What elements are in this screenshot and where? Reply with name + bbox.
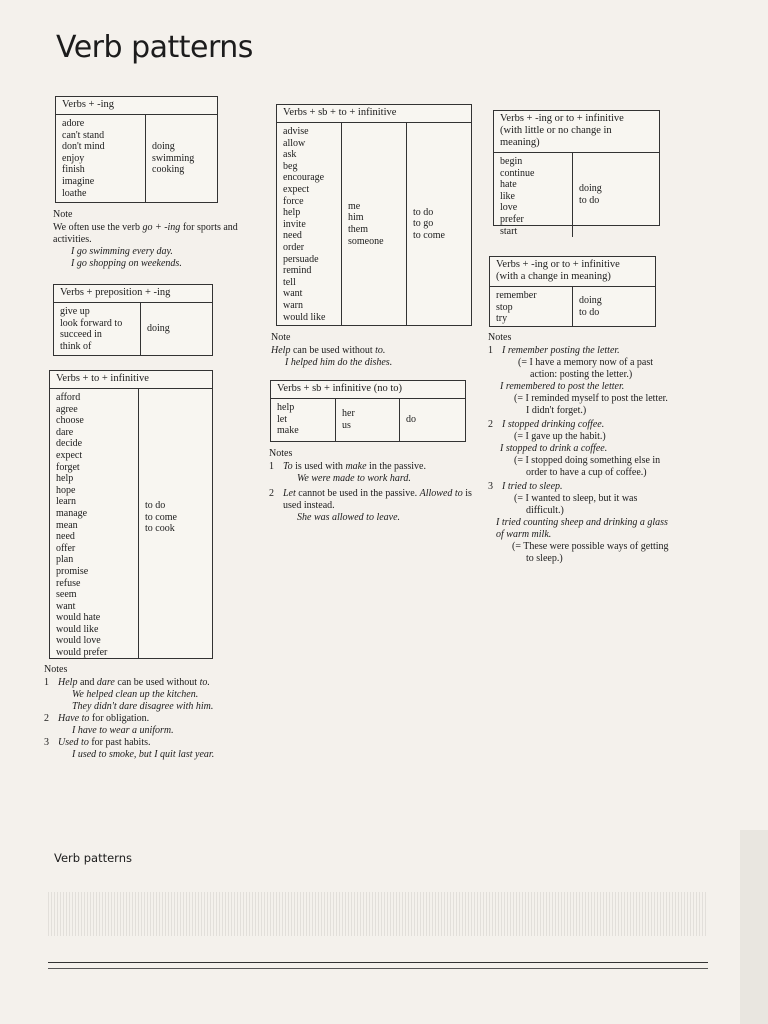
list-item: someone <box>348 235 384 247</box>
list-item: would love <box>56 635 101 647</box>
list-item: start <box>500 225 518 237</box>
list-item: prefer <box>500 213 524 225</box>
table-verbs-sb-to-infinitive <box>276 104 472 326</box>
form-list <box>140 303 212 355</box>
list-item: think of <box>60 340 92 352</box>
list-item: doing <box>579 183 602 195</box>
list-item: to come <box>413 229 445 241</box>
list-item: encourage <box>283 172 325 184</box>
list-item: begin <box>500 156 523 167</box>
form-list <box>406 123 471 325</box>
list-item: offer <box>56 542 76 554</box>
list-item: imagine <box>62 175 95 187</box>
verb-list <box>50 389 138 658</box>
list-item: look forward to <box>60 317 123 329</box>
list-item: give up <box>60 306 90 317</box>
list-item: love <box>500 202 518 214</box>
list-item: would prefer <box>56 647 108 659</box>
scan-noise <box>48 892 708 936</box>
form-list <box>138 389 212 658</box>
list-item: succeed in <box>60 329 102 341</box>
notes-change-meaning: Notes 1 I remember posting the letter. (= I have a memory now of a past action: posting the letter.) I remembered to post the letter. (= I reminded myself to post the letter. I didn't forget.) 2 I stopped drinking coffee. (= I gave up the habit.) I stopped to drink a coffee. (= I stopped doing something else in order to have a cup of coffee.) 3 I tried to sleep. (= I wanted to sleep, but it was difficult.) I tried counting sheep and drinking a glass of warm milk. (= These were possible ways of getting to sleep.) <box>488 332 669 564</box>
list-item: like <box>500 190 515 202</box>
list-item: finish <box>62 164 85 176</box>
list-item: don't mind <box>62 141 105 153</box>
table-verbs-sb-infinitive-no-to <box>270 380 466 442</box>
list-item: choose <box>56 415 84 427</box>
table-verbs-preposition-ing <box>53 284 213 356</box>
table-verbs-ing <box>55 96 218 203</box>
list-item: continue <box>500 167 535 179</box>
list-item: seem <box>56 589 77 601</box>
list-item: hope <box>56 484 76 496</box>
bottom-rule-2 <box>48 968 708 969</box>
list-item: mean <box>56 519 78 531</box>
list-item: adore <box>62 118 85 129</box>
object-list <box>335 399 399 441</box>
table-verbs-ing-or-infinitive-change-meaning <box>489 256 656 327</box>
note-go-ing: Note We often use the verb go + -ing for sports and activities. I go swimming every day. I go shopping on weekends. <box>53 209 238 269</box>
list-item: would like <box>56 623 99 635</box>
list-item: invite <box>283 218 306 230</box>
list-item: help <box>277 402 295 413</box>
table-verbs-to-infinitive <box>49 370 213 659</box>
bottom-rule <box>48 962 708 963</box>
list-item: help <box>56 473 74 485</box>
list-item: need <box>56 531 75 543</box>
table-header: Verbs + -ing or to + infinitive (with a change in meaning) <box>490 257 655 287</box>
list-item: refuse <box>56 577 81 589</box>
list-item: him <box>348 212 364 224</box>
notes-to-infinitive: Notes 1 Help and dare can be used without to. We helped clean up the kitchen. They didn't dare disagree with him. 2 Have to for obligation. I have to wear a uniform. 3 Used to for past habits. I used to smoke, but I quit last year. <box>44 664 215 760</box>
list-item: doing <box>579 294 602 306</box>
table-header: Verbs + sb + to + infinitive <box>277 105 471 123</box>
list-item: warn <box>283 299 303 311</box>
table-header: Verbs + to + infinitive <box>50 371 212 389</box>
verb-list <box>271 399 335 441</box>
table-header: Verbs + preposition + -ing <box>54 285 212 303</box>
list-item: let <box>277 413 287 425</box>
list-item: decide <box>56 438 83 450</box>
list-item: to do <box>579 306 600 318</box>
list-item: allow <box>283 137 306 149</box>
verb-list <box>494 153 572 237</box>
list-item: afford <box>56 392 81 403</box>
verb-list <box>490 287 572 326</box>
list-item: us <box>342 420 351 431</box>
list-item: to come <box>145 511 177 523</box>
page-title: Verb patterns <box>56 30 253 65</box>
list-item: do <box>406 414 416 426</box>
table-header: Verbs + -ing <box>56 97 217 115</box>
form-list <box>572 287 655 326</box>
list-item: swimming <box>152 152 195 164</box>
list-item: expect <box>283 183 310 195</box>
list-item: to do <box>579 195 600 206</box>
list-item: manage <box>56 507 88 519</box>
list-item: her <box>342 408 355 420</box>
list-item: need <box>283 230 302 242</box>
list-item: remember <box>496 290 537 301</box>
list-item: try <box>496 313 508 325</box>
page-footer: Verb patterns <box>54 851 132 865</box>
list-item: stop <box>496 301 513 313</box>
list-item: want <box>56 600 76 612</box>
list-item: would hate <box>56 612 101 624</box>
list-item: order <box>283 241 305 253</box>
list-item: persuade <box>283 253 319 265</box>
list-item: me <box>348 200 361 212</box>
form-list <box>399 399 465 441</box>
list-item: can't stand <box>62 129 105 141</box>
list-item: to go <box>413 218 434 230</box>
list-item: ask <box>283 149 297 161</box>
table-header: Verbs + -ing or to + infinitive (with little or no change in meaning) <box>494 111 659 153</box>
list-item: want <box>283 288 303 300</box>
list-item: expect <box>56 449 83 461</box>
list-item: enjoy <box>62 152 85 164</box>
list-item: dare <box>56 426 74 438</box>
list-item: tell <box>283 276 296 288</box>
verb-list <box>56 115 145 202</box>
list-item: to do <box>145 500 166 511</box>
notes-infinitive-no-to: Notes 1 To is used with make in the passive. We were made to work hard. 2 Let cannot be used in the passive. Allowed to is used instead. She was allowed to leave. <box>269 448 472 523</box>
list-item: forget <box>56 461 80 473</box>
list-item: help <box>283 207 301 219</box>
page-edge <box>740 830 768 1024</box>
list-item: plan <box>56 554 74 566</box>
list-item: promise <box>56 565 89 577</box>
list-item: learn <box>56 496 76 508</box>
list-item: make <box>277 425 299 437</box>
table-header: Verbs + sb + infinitive (no to) <box>271 381 465 399</box>
list-item: them <box>348 224 368 235</box>
list-item: would like <box>283 311 326 323</box>
form-list <box>572 153 659 237</box>
list-item: doing <box>152 141 175 153</box>
list-item: force <box>283 195 304 207</box>
list-item: beg <box>283 160 298 172</box>
list-item: to do <box>413 206 434 218</box>
verb-list <box>277 123 341 325</box>
list-item: doing <box>147 323 170 335</box>
list-item: loathe <box>62 187 87 199</box>
table-verbs-ing-or-infinitive-same-meaning <box>493 110 660 237</box>
form-list <box>145 115 217 202</box>
list-item: cooking <box>152 164 185 176</box>
list-item: remind <box>283 265 312 277</box>
list-item: to cook <box>145 523 175 535</box>
verb-list <box>54 303 140 355</box>
list-item: hate <box>500 179 517 191</box>
object-list <box>341 123 406 325</box>
list-item: agree <box>56 403 78 415</box>
list-item: advise <box>283 126 309 137</box>
note-help-without-to: Note Help can be used without to. I helped him do the dishes. <box>271 332 393 368</box>
